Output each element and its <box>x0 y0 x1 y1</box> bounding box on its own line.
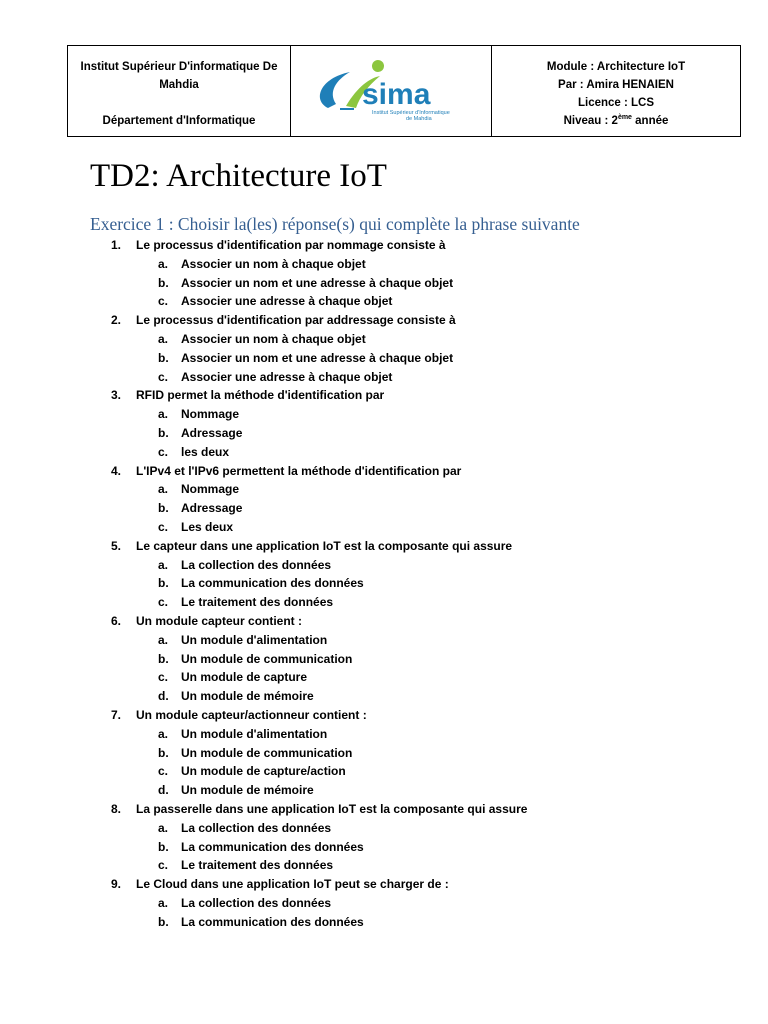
option-letter: a. <box>158 331 169 346</box>
answer-option <box>0 856 768 875</box>
answer-option <box>0 368 768 387</box>
question-item <box>0 875 768 894</box>
option-letter: a. <box>158 632 169 647</box>
option-text: Nommage <box>181 482 240 497</box>
question-text: La passerelle dans une application IoT est la composante qui assure <box>136 801 528 816</box>
question-number: 7. <box>111 707 122 722</box>
option-text: Associer un nom et une adresse à chaque objet <box>181 275 454 290</box>
option-letter: a. <box>158 407 169 422</box>
question-item <box>0 706 768 725</box>
niveau-prefix: Niveau : 2 <box>563 115 618 127</box>
option-letter: b. <box>158 275 169 290</box>
question-text: Le Cloud dans une application IoT peut se charger de : <box>136 877 449 892</box>
question-text: Le processus d'identification par addressage consiste à <box>136 313 456 328</box>
answer-option <box>0 687 768 706</box>
answer-option <box>0 424 768 443</box>
question-item <box>0 311 768 330</box>
option-text: La communication des données <box>181 914 364 929</box>
option-text: Un module de communication <box>181 651 353 666</box>
option-text: Un module de capture <box>181 670 308 685</box>
option-text: les deux <box>181 444 230 459</box>
option-letter: b. <box>158 914 169 929</box>
option-letter: c. <box>158 764 169 779</box>
option-text: Adressage <box>181 501 243 516</box>
option-text: Les deux <box>181 519 234 534</box>
question-number: 5. <box>111 538 122 553</box>
option-text: Associer un nom à chaque objet <box>181 331 366 346</box>
option-letter: a. <box>158 482 169 497</box>
option-letter: c. <box>158 444 169 459</box>
question-text: Le capteur dans une application IoT est la composante qui assure <box>136 538 513 553</box>
logo-cell <box>291 46 492 136</box>
option-letter: d. <box>158 689 169 704</box>
option-letter: a. <box>158 895 169 910</box>
option-text: Le traitement des données <box>181 858 334 873</box>
option-letter: c. <box>158 294 169 309</box>
option-letter: c. <box>158 595 169 610</box>
department-name: Département d'Informatique <box>102 115 256 127</box>
course-info-cell <box>492 46 740 136</box>
answer-option <box>0 593 768 612</box>
answer-option <box>0 725 768 744</box>
option-text: Adressage <box>181 425 243 440</box>
option-letter: c. <box>158 858 169 873</box>
option-letter: c. <box>158 670 169 685</box>
option-text: Un module de capture/action <box>181 764 346 779</box>
option-letter: d. <box>158 783 169 798</box>
option-text: Associer une adresse à chaque objet <box>181 369 393 384</box>
question-list <box>0 236 768 931</box>
option-text: Un module de mémoire <box>181 783 314 798</box>
question-text: RFID permet la méthode d'identification par <box>136 388 385 403</box>
answer-option <box>0 631 768 650</box>
answer-option <box>0 650 768 669</box>
option-text: La collection des données <box>181 895 332 910</box>
question-item <box>0 537 768 556</box>
question-item <box>0 386 768 405</box>
question-text: L'IPv4 et l'IPv6 permettent la méthode d'identification par <box>136 463 462 478</box>
question-number: 1. <box>111 238 122 252</box>
answer-option <box>0 480 768 499</box>
header-table <box>67 45 741 137</box>
answer-option <box>0 518 768 537</box>
question-number: 3. <box>111 388 122 403</box>
option-text: La collection des données <box>181 820 332 835</box>
isima-logo <box>306 56 476 126</box>
exercise-heading: Exercice 1 : Choisir la(les) réponse(s) qui complète la phrase suivante <box>90 214 580 234</box>
question-number: 9. <box>111 877 122 892</box>
document-title: TD2: Architecture IoT <box>90 158 387 194</box>
option-letter: b. <box>158 745 169 760</box>
option-text: Un module de communication <box>181 745 353 760</box>
answer-option <box>0 255 768 274</box>
answer-option <box>0 349 768 368</box>
option-letter: b. <box>158 839 169 854</box>
answer-option <box>0 838 768 857</box>
question-item <box>0 462 768 481</box>
option-letter: a. <box>158 820 169 835</box>
option-text: La collection des données <box>181 557 332 572</box>
option-text: La communication des données <box>181 839 364 854</box>
option-text: La communication des données <box>181 576 364 591</box>
niveau-superscript: ème <box>617 114 632 121</box>
option-letter: a. <box>158 557 169 572</box>
option-text: Associer un nom et une adresse à chaque objet <box>181 350 454 365</box>
option-text: Le traitement des données <box>181 595 334 610</box>
licence-label: Licence : LCS <box>577 97 655 109</box>
answer-option <box>0 913 768 932</box>
answer-option <box>0 274 768 293</box>
institute-cell <box>68 46 291 136</box>
module-label: Module : Architecture IoT <box>546 61 686 73</box>
institute-name-line2: Mahdia <box>159 79 199 91</box>
question-item <box>0 236 768 255</box>
question-item <box>0 800 768 819</box>
option-text: Un module de mémoire <box>181 689 314 704</box>
option-letter: a. <box>158 726 169 741</box>
answer-option <box>0 292 768 311</box>
answer-option <box>0 405 768 424</box>
option-text: Un module d'alimentation <box>181 726 328 741</box>
question-text: Un module capteur/actionneur contient : <box>136 707 367 722</box>
question-item <box>0 612 768 631</box>
answer-option <box>0 819 768 838</box>
option-text: Associer un nom à chaque objet <box>181 256 366 271</box>
option-letter: a. <box>158 256 169 271</box>
option-letter: c. <box>158 519 169 534</box>
niveau-suffix: année <box>631 115 669 127</box>
answer-option <box>0 330 768 349</box>
option-letter: b. <box>158 651 169 666</box>
logo-caption-line2: de Mahdia <box>406 116 432 122</box>
answer-option <box>0 894 768 913</box>
answer-option <box>0 443 768 462</box>
author-label: Par : Amira HENAIEN <box>558 79 674 91</box>
institute-name-line1: Institut Supérieur D'informatique De <box>80 61 278 73</box>
question-number: 4. <box>111 463 122 478</box>
answer-option <box>0 499 768 518</box>
question-number: 2. <box>111 313 122 328</box>
answer-option <box>0 781 768 800</box>
question-text: Le processus d'identification par nommage consiste à <box>136 238 446 252</box>
logo-text: sima <box>362 78 431 111</box>
option-letter: c. <box>158 369 169 384</box>
question-number: 6. <box>111 613 122 628</box>
question-text: Un module capteur contient : <box>136 613 303 628</box>
answer-option <box>0 762 768 781</box>
option-letter: b. <box>158 501 169 516</box>
logo-caption-line1: Institut Supérieur d'Informatique <box>372 110 450 116</box>
option-letter: b. <box>158 350 169 365</box>
answer-option <box>0 744 768 763</box>
answer-option <box>0 668 768 687</box>
niveau-label <box>564 112 669 130</box>
option-letter: b. <box>158 576 169 591</box>
option-text: Associer une adresse à chaque objet <box>181 294 393 309</box>
option-text: Nommage <box>181 407 240 422</box>
answer-option <box>0 574 768 593</box>
option-text: Un module d'alimentation <box>181 632 328 647</box>
option-letter: b. <box>158 425 169 440</box>
question-number: 8. <box>111 801 122 816</box>
answer-option <box>0 556 768 575</box>
